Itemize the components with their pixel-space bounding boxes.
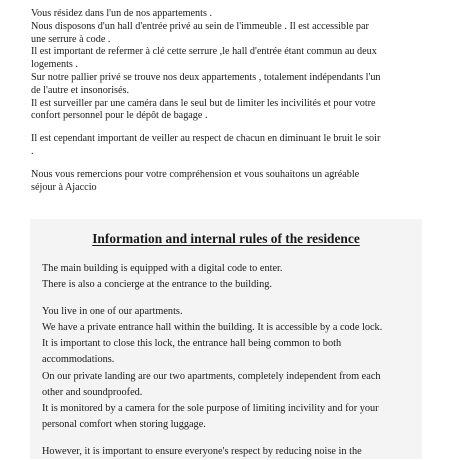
paragraph-gap [31, 123, 426, 133]
paragraph-gap [31, 159, 426, 169]
rules-line: There is also a concierge at the entrance to the building. [42, 279, 272, 291]
french-notice [31, 8, 426, 194]
rules-line: On our private landing are our two apartments, completely independent from each [42, 370, 381, 382]
rules-line: personal comfort when storing luggage. [42, 418, 206, 430]
rules-text [42, 261, 414, 460]
rules-line: It is monitored by a camera for the sole purpose of limiting incivility and for your [42, 402, 379, 414]
notice-line: confort personnel pour le dépôt de bagage . [31, 110, 208, 122]
section-title: Information and internal rules of the residence [92, 231, 360, 246]
notice-line: Il est cependant important de veiller au respect de chacun en diminuant le bruit le soir [31, 133, 381, 145]
notice-line: Vous résidez dans l'un de nos appartements . [31, 8, 213, 19]
notice-line: Il est important de refermer à clé cette serrure ,le hall d'entrée étant commun au deux [31, 46, 377, 58]
paragraph-gap [42, 293, 414, 304]
notice-line: de l'autre et insonorisés. [31, 84, 130, 96]
notice-line: Sur notre pallier privé se trouve nos deux appartements , totalement indépendants l'un [31, 71, 381, 83]
rules-line: accommodations. [42, 354, 115, 366]
rules-line: You live in one of our apartments. [42, 306, 183, 318]
notice-line: . [31, 145, 34, 157]
notice-line: logements . [31, 59, 78, 71]
notice-line: Nous vous remercions pour votre compréhension et vous souhaitons un agréable [31, 168, 360, 180]
rules-line: The main building is equipped with a digital code to enter. [42, 263, 283, 274]
notice-line: Nous disposons d'un hall d'entrée privé au sein de l'immeuble . Il est accessible par [31, 20, 369, 32]
english-rules-panel [30, 219, 422, 459]
rules-line: We have a private entrance hall within the building. It is accessible by a code lock. [42, 322, 383, 334]
rules-line: other and soundproofed. [42, 386, 143, 398]
notice-line: séjour à Ajaccio [31, 181, 97, 193]
rules-line: It is important to close this lock, the entrance hall being common to both [42, 338, 342, 350]
paragraph-gap [42, 433, 414, 444]
rules-line: However, it is important to ensure everyone's respect by reducing noise in the [42, 445, 362, 457]
notice-line: une serrure à code . [31, 33, 111, 45]
notice-line: Il est surveiller par une caméra dans le seul but de limiter les incivilités et pour votre [31, 97, 376, 109]
